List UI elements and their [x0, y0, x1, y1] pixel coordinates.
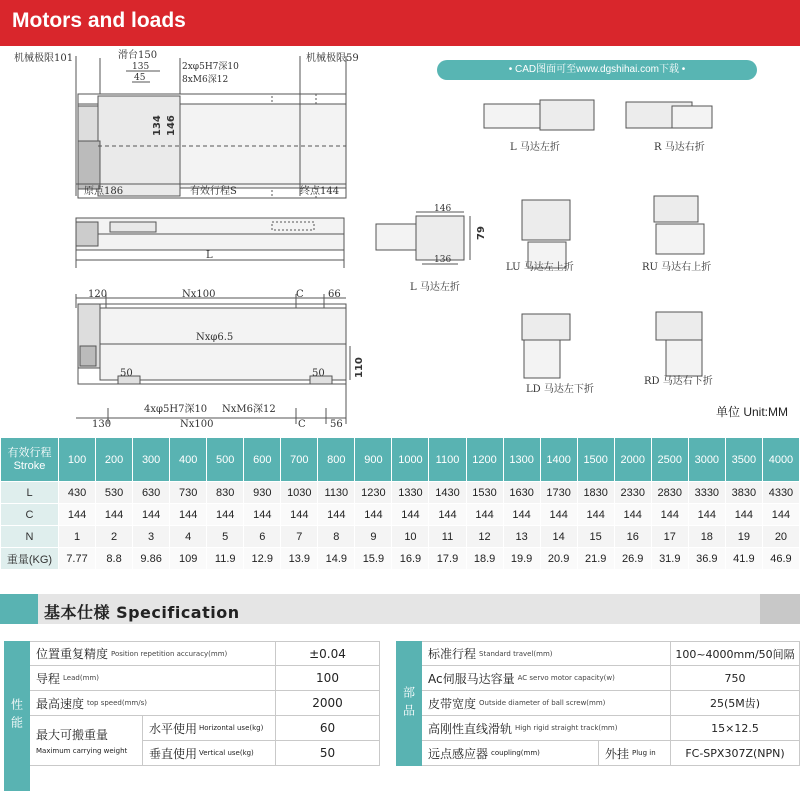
stroke-cell: 7	[281, 526, 318, 548]
performance-side-label: 性能	[4, 641, 30, 791]
stroke-row-label: N	[1, 526, 59, 548]
stroke-cell: 144	[725, 504, 762, 526]
slider-label: 滑台150	[118, 50, 158, 61]
rail-label-en: High rigid straight track(mm)	[515, 724, 618, 732]
stroke-cell: 17	[651, 526, 688, 548]
stroke-cell: 930	[244, 482, 281, 504]
stroke-cell: 144	[355, 504, 392, 526]
end-label: 终点144	[300, 186, 340, 197]
stroke-cell: 16	[614, 526, 651, 548]
stroke-cell: 21.9	[577, 548, 614, 570]
stroke-header-cell: 1100	[429, 438, 466, 482]
speed-label-cn: 最高速度	[36, 696, 85, 711]
load-label-cn: 最大可搬重量	[36, 728, 109, 742]
stroke-cell: 144	[466, 504, 503, 526]
horizontal-label-en: Horizontal use(kg)	[199, 724, 264, 732]
c-top: C	[296, 289, 304, 300]
spec-row-load	[30, 716, 380, 766]
page-title: Motors and loads	[12, 9, 186, 32]
motor-box	[416, 216, 464, 260]
stroke-header-label	[1, 438, 59, 482]
belt-label-cn: 皮带宽度	[428, 696, 477, 711]
stroke-cell: 144	[392, 504, 429, 526]
vertical-value: 50	[319, 746, 336, 760]
spec-bar	[0, 594, 800, 624]
stroke-row	[1, 482, 800, 504]
spec-row-repeat	[30, 641, 380, 666]
stroke-cell: 1	[59, 526, 96, 548]
stroke-cell: 19.9	[503, 548, 540, 570]
technical-drawing	[0, 46, 800, 432]
stroke-header-cell: 4000	[762, 438, 799, 482]
stroke-cell: 144	[577, 504, 614, 526]
dim-130: 130	[92, 419, 112, 430]
stroke-header-cell: 1000	[392, 438, 429, 482]
lead-label-en: Lead(mm)	[63, 674, 99, 682]
spec-bar-accent	[0, 594, 38, 624]
spec-row-sensor	[422, 741, 800, 766]
stroke-cell: 17.9	[429, 548, 466, 570]
hole-note-2: 8xM6深12	[182, 75, 229, 85]
vertical-label-en: Vertical use(kg)	[199, 749, 254, 757]
stroke-cell: 5	[207, 526, 244, 548]
spec-row-rail	[422, 716, 800, 741]
stroke-cell: 15.9	[355, 548, 392, 570]
hole-note-1: 2xφ5H7深10	[182, 62, 239, 72]
stroke-cell: 1330	[392, 482, 429, 504]
variant-ru-label: RU 马达右上折	[642, 262, 712, 273]
stroke-header-en: Stroke	[13, 459, 46, 472]
origin-label: 原点186	[84, 186, 124, 197]
stroke-header-cell: 800	[318, 438, 355, 482]
horizontal-value: 60	[319, 721, 336, 735]
stroke-cell: 3	[133, 526, 170, 548]
dim-135: 135	[132, 62, 150, 72]
parts-side-label: 部品	[396, 641, 422, 766]
stroke-cell: 144	[429, 504, 466, 526]
cad-download-link[interactable]: • CAD图面可至www.dgshihai.com下载 •	[437, 60, 757, 80]
dim-56: 56	[330, 419, 343, 430]
stroke-cell: 144	[762, 504, 799, 526]
stroke-cell: 12.9	[244, 548, 281, 570]
stroke-header-cell: 300	[133, 438, 170, 482]
stroke-cell: 144	[503, 504, 540, 526]
stroke-cell: 730	[170, 482, 207, 504]
length-label: L	[206, 250, 213, 261]
stroke-header-cell: 2500	[651, 438, 688, 482]
stroke-cell: 9.86	[133, 548, 170, 570]
stroke-cell: 18	[688, 526, 725, 548]
belt-label-en: Outside diameter of ball screw(mm)	[479, 699, 606, 707]
stroke-cell: 3830	[725, 482, 762, 504]
hole-note-4: NxM6深12	[222, 404, 276, 415]
stroke-header-cell: 1200	[466, 438, 503, 482]
spec-row-speed	[30, 691, 380, 716]
stroke-cell: 144	[318, 504, 355, 526]
stroke-cell: 1630	[503, 482, 540, 504]
stroke-cell: 18.9	[466, 548, 503, 570]
stroke-cell: 14.9	[318, 548, 355, 570]
stroke-header-cell: 1400	[540, 438, 577, 482]
dim-50-left: 50	[120, 368, 133, 379]
repeat-label-en: Position repetition accuracy(mm)	[111, 649, 228, 658]
hole-note-3: 4xφ5H7深10	[144, 404, 208, 415]
stroke-cell: 109	[170, 548, 207, 570]
stroke-header-row	[1, 438, 800, 482]
stroke-cell: 4330	[762, 482, 799, 504]
dim-45: 45	[134, 73, 146, 83]
stroke-cell: 14	[540, 526, 577, 548]
stroke-label: 有效行程S	[190, 186, 237, 197]
stroke-cell: 10	[392, 526, 429, 548]
stroke-cell: 830	[207, 482, 244, 504]
spec-bar-end	[760, 594, 800, 624]
c-bottom: C	[298, 419, 306, 430]
variant-rd-icon	[656, 312, 702, 376]
sensor-label-cn: 远点感应器	[428, 746, 489, 761]
stroke-cell: 1130	[318, 482, 355, 504]
stroke-cell: 630	[133, 482, 170, 504]
stroke-cell: 16.9	[392, 548, 429, 570]
stroke-cell: 20	[762, 526, 799, 548]
mech-limit-right-label: 机械极限59	[306, 53, 359, 64]
stroke-header-cell: 100	[59, 438, 96, 482]
stroke-header-cell: 700	[281, 438, 318, 482]
belt-value: 25(5M齿)	[709, 697, 761, 710]
dim-120: 120	[88, 289, 108, 300]
sensor-mount-cn: 外挂	[605, 746, 630, 761]
stroke-cell: 1030	[281, 482, 318, 504]
motor-value: 750	[724, 671, 746, 685]
stroke-row-label: C	[1, 504, 59, 526]
motor-dim-146: 146	[434, 204, 452, 214]
stroke-cell: 9	[355, 526, 392, 548]
stroke-cell: 36.9	[688, 548, 725, 570]
stroke-cell: 2830	[651, 482, 688, 504]
stroke-cell: 144	[207, 504, 244, 526]
variant-l-icon	[484, 100, 594, 130]
vertical-label-cn: 垂直使用	[149, 746, 198, 761]
stroke-row-label: L	[1, 482, 59, 504]
lead-value: 100	[316, 671, 339, 685]
stroke-cell: 144	[96, 504, 133, 526]
motor-label-en: AC servo motor capacity(w)	[517, 674, 615, 682]
motor-box-label: L 马达左折	[410, 282, 460, 293]
stroke-cell: 3330	[688, 482, 725, 504]
stroke-cell: 26.9	[614, 548, 651, 570]
stroke-cell: 31.9	[651, 548, 688, 570]
nx100-top: Nx100	[182, 289, 216, 300]
nx65-label: Nxφ6.5	[196, 332, 234, 343]
variant-r-label: R 马达右折	[654, 142, 705, 153]
load-label-en: Maximum carrying weight	[36, 747, 128, 755]
stroke-header-cell: 200	[96, 438, 133, 482]
stroke-cell: 46.9	[762, 548, 799, 570]
stroke-cell: 430	[59, 482, 96, 504]
stroke-cell: 1230	[355, 482, 392, 504]
stroke-header-cell: 1500	[577, 438, 614, 482]
stroke-cell: 11.9	[207, 548, 244, 570]
variant-ru-icon	[654, 196, 704, 254]
variant-l-label: L 马达左折	[510, 142, 560, 153]
mech-limit-left-label: 机械极限101	[14, 53, 74, 64]
rail-value: 15×12.5	[711, 721, 759, 735]
sensor-mount-en: Plug in	[632, 749, 656, 757]
top-view-motor-block	[78, 141, 100, 189]
stroke-cell: 1530	[466, 482, 503, 504]
side-view-motor	[76, 222, 98, 246]
dim-66: 66	[328, 289, 341, 300]
motor-dim-136: 136	[434, 255, 452, 265]
stroke-header-cell: 3000	[688, 438, 725, 482]
stroke-cell: 2	[96, 526, 133, 548]
variant-r-icon	[626, 102, 712, 128]
stroke-cell: 19	[725, 526, 762, 548]
dim-146: 146	[166, 115, 177, 136]
stroke-cell: 20.9	[540, 548, 577, 570]
stroke-cell: 144	[281, 504, 318, 526]
dim-134: 134	[152, 115, 163, 136]
title-bar	[0, 0, 800, 46]
spec-row-motor	[422, 666, 800, 691]
stroke-cell: 144	[244, 504, 281, 526]
stroke-header-cell: 1300	[503, 438, 540, 482]
sensor-label-en: coupling(mm)	[491, 749, 540, 757]
motor-dim-79: 79	[476, 226, 487, 240]
repeat-label-cn: 位置重复精度	[36, 647, 109, 661]
stroke-cell: 11	[429, 526, 466, 548]
stroke-cell: 13	[503, 526, 540, 548]
stroke-cell: 12	[466, 526, 503, 548]
variant-rd-label: RD 马达右下折	[644, 376, 713, 387]
stroke-cell: 4	[170, 526, 207, 548]
motor-label-cn: Ac伺服马达容量	[428, 671, 515, 686]
travel-label-en: Standard travel(mm)	[479, 649, 553, 658]
stroke-row	[1, 504, 800, 526]
dim-50-right: 50	[312, 368, 325, 379]
rail-label-cn: 高刚性直线滑轨	[428, 721, 513, 736]
stroke-cell: 1730	[540, 482, 577, 504]
stroke-cell: 144	[688, 504, 725, 526]
stroke-header-cn: 有效行程	[7, 446, 52, 459]
stroke-header-cell: 400	[170, 438, 207, 482]
stroke-header-cell: 900	[355, 438, 392, 482]
lead-label-cn: 导程	[36, 671, 61, 686]
stroke-cell: 15	[577, 526, 614, 548]
speed-label-en: top speed(mm/s)	[87, 699, 147, 707]
stroke-cell: 144	[614, 504, 651, 526]
unit-label: 单位 Unit:MM	[716, 405, 789, 419]
travel-label-cn: 标准行程	[428, 647, 477, 661]
horizontal-label-cn: 水平使用	[149, 721, 198, 736]
repeat-value: ±0.04	[309, 646, 346, 661]
spec-title: 基本仕様 Specification	[44, 603, 240, 622]
variant-ld-icon	[522, 314, 570, 378]
stroke-cell: 8.8	[96, 548, 133, 570]
stroke-cell: 7.77	[59, 548, 96, 570]
spec-parts	[396, 641, 800, 766]
travel-value: 100~4000mm/50间隔	[675, 647, 795, 661]
motor-box-rail	[376, 224, 416, 250]
stroke-table	[0, 437, 800, 570]
stroke-cell: 13.9	[281, 548, 318, 570]
stroke-cell: 144	[59, 504, 96, 526]
variant-lu-icon	[522, 200, 570, 268]
stroke-cell: 144	[651, 504, 688, 526]
nx100-bottom: Nx100	[180, 419, 214, 430]
stroke-header-cell: 2000	[614, 438, 651, 482]
stroke-cell: 41.9	[725, 548, 762, 570]
stroke-cell: 1430	[429, 482, 466, 504]
stroke-cell: 8	[318, 526, 355, 548]
spec-row-travel	[422, 641, 800, 666]
speed-value: 2000	[312, 696, 343, 710]
variant-ld-label: LD 马达左下折	[526, 384, 594, 395]
stroke-cell: 144	[540, 504, 577, 526]
sensor-value: FC-SPX307Z(NPN)	[685, 746, 785, 760]
stroke-cell: 1830	[577, 482, 614, 504]
stroke-header-cell: 500	[207, 438, 244, 482]
stroke-cell: 6	[244, 526, 281, 548]
variant-lu-label: LU 马达左上折	[506, 262, 574, 273]
stroke-cell: 144	[133, 504, 170, 526]
drawing-svg	[0, 46, 800, 432]
spec-row-belt	[422, 691, 800, 716]
stroke-cell: 144	[170, 504, 207, 526]
dim-110: 110	[354, 357, 365, 378]
stroke-row	[1, 526, 800, 548]
stroke-cell: 2330	[614, 482, 651, 504]
top-view-slider	[98, 96, 180, 196]
stroke-header-cell: 3500	[725, 438, 762, 482]
spec-row-lead	[30, 666, 380, 691]
stroke-row	[1, 548, 800, 570]
stroke-header-cell: 600	[244, 438, 281, 482]
spec-performance	[4, 641, 380, 791]
stroke-cell: 530	[96, 482, 133, 504]
stroke-row-label: 重量(KG)	[1, 548, 59, 570]
